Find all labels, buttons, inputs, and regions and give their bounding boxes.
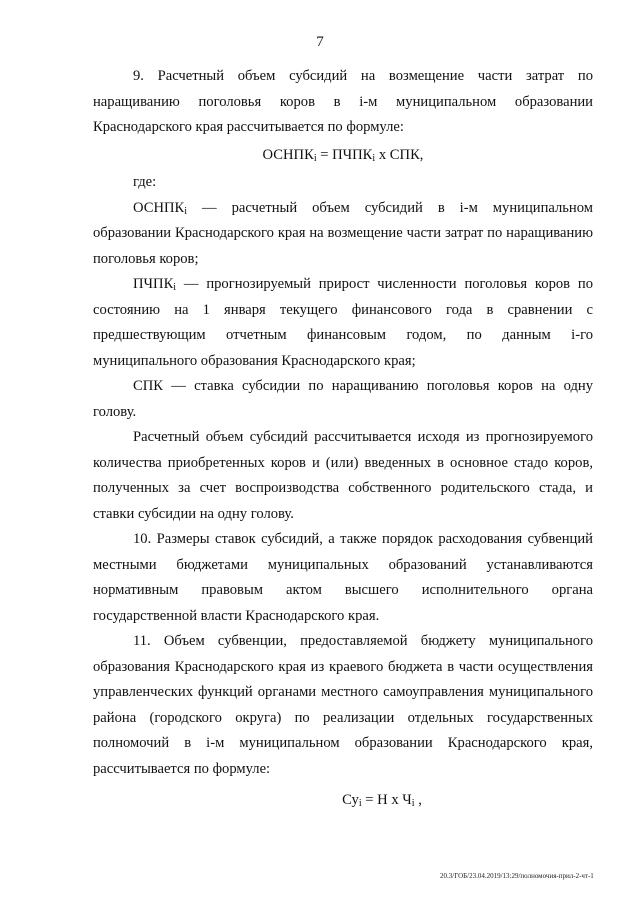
formula-su-mid: = Н х Ч (361, 792, 412, 808)
where-label: где: (133, 174, 157, 190)
document-body (93, 64, 593, 816)
definition-pchpk (93, 272, 593, 374)
formula-osnpk-rest: х СПК, (375, 146, 424, 163)
page-number: 7 (316, 34, 324, 50)
formula-osnpk-term: ОСНПК (262, 146, 314, 163)
paragraph-11: 11. Объем субвенции, предоставляемой бюджету муниципального образования Краснодарского края из краевого бюджета в части осуществления управленческих функций органами местного самоуправления муниципального района (городского округа) по реализации отдельных государственных полномочий в i-м муниципальном образовании Краснодарского края, рассчитывается по формуле: (93, 633, 593, 777)
definition-osnpk-sub: i (184, 205, 188, 217)
formula-osnpk-mid: = ПЧПК (316, 146, 373, 163)
formula-osnpk (93, 143, 593, 169)
formula-osnpk-sub: i (313, 152, 317, 164)
definition-pchpk-text: — прогнозируемый прирост численности поголовья коров по состоянию на 1 января текущего финансового года в сравнении с предшествующим отчетным финансовым годом, по данным i-го муниципального образования Краснодарского края; (93, 276, 593, 369)
definition-spk: СПК — ставка субсидии по наращиванию поголовья коров на одну голову. (93, 378, 593, 420)
paragraph-10: 10. Размеры ставок субсидий, а также порядок расходования субвенций местными бюджетами муниципальных образований устанавливаются нормативным правовым актом высшего исполнительного органа государственной власти Краснодарского края. (93, 531, 593, 624)
paragraph-9: 9. Расчетный объем субсидий на возмещение части затрат по наращиванию поголовья коров в i-м муниципальном образовании Краснодарского края рассчитывается по формуле: (93, 68, 593, 135)
formula-su-term: Су (342, 792, 359, 808)
formula-su-sub: i (358, 798, 362, 809)
definition-pchpk-term: ПЧПК (133, 276, 174, 292)
formula-su (93, 788, 593, 814)
footer-file-reference: 20.3/ГОБ/23.04.2019/13:29/полномочия-прил-2-чт-1 (440, 872, 594, 880)
definition-pchpk-sub: i (173, 282, 177, 293)
definition-osnpk-text: — расчетный объем субсидий в i-м муниципальном образовании Краснодарского края на возмещение части затрат по наращиванию поголовья коров; (93, 199, 593, 267)
formula-su-rest: , (414, 792, 422, 808)
definition-osnpk (93, 196, 593, 273)
formula-pchpk-sub: i (372, 152, 376, 164)
formula-ch-sub: i (411, 798, 415, 809)
definition-osnpk-term: ОСНПК (133, 199, 185, 216)
calculation-note: Расчетный объем субсидий рассчитывается исходя из прогнозируемого количества приобретенных коров и (или) введенных в основное стадо коров, полученных за счет воспроизводства собственного родительского стада, и ставки субсидии на одну голову. (93, 429, 593, 522)
